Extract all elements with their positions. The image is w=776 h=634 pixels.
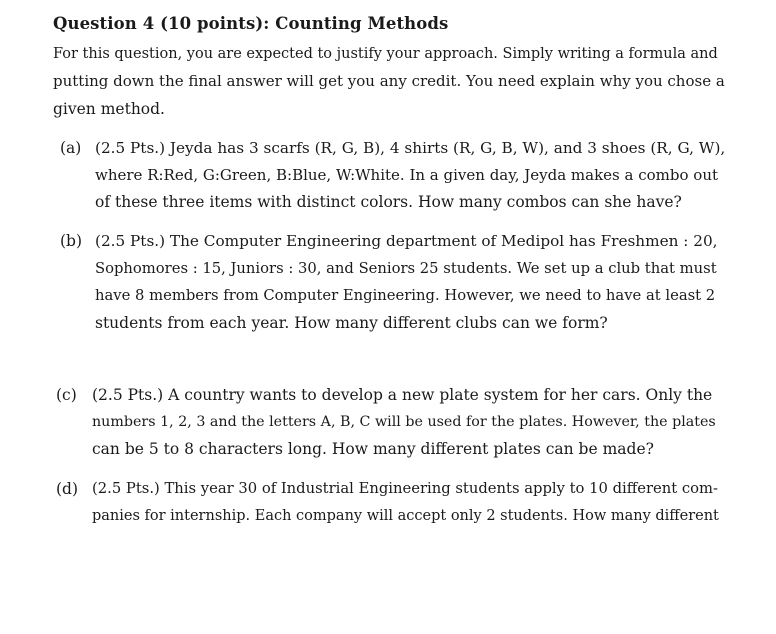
part-b-line-1: (2.5 Pts.) The Computer Engineering department of Medipol has Freshmen : 20, <box>95 232 718 250</box>
part-a-line-2: where R:Red, G:Green, B:Blue, W:White. In a given day, Jeyda makes a combo out <box>95 166 719 184</box>
part-c-line-3: can be 5 to 8 characters long. How many different plates can be made? <box>92 440 654 458</box>
part-a-line-1: (2.5 Pts.) Jeyda has 3 scarfs (R, G, B), 4 shirts (R, G, B, W), and 3 shoes (R, G, W), <box>95 139 726 157</box>
part-b-line-2: Sophomores : 15, Juniors : 30, and Seniors 25 students. We set up a club that must <box>95 260 717 277</box>
part-b-label: (b) <box>60 232 83 250</box>
part-b-line-4: students from each year. How many different clubs can we form? <box>95 314 608 332</box>
intro-line-2: putting down the final answer will get you any credit. You need explain why you chose a <box>53 72 725 90</box>
part-d-line-1: (2.5 Pts.) This year 30 of Industrial Engineering students apply to 10 different com- <box>92 480 718 497</box>
part-c-line-2: numbers 1, 2, 3 and the letters A, B, C will be used for the plates. However, the plates <box>92 414 716 430</box>
part-d-label: (d) <box>56 480 79 498</box>
part-c-line-1: (2.5 Pts.) A country wants to develop a new plate system for her cars. Only the <box>92 386 713 404</box>
part-d-line-2: panies for internship. Each company will accept only 2 students. How many different <box>92 508 719 524</box>
intro-line-3: given method. <box>53 100 165 118</box>
part-b-line-3: have 8 members from Computer Engineering. However, we need to have at least 2 <box>95 287 716 304</box>
part-a-label: (a) <box>60 139 82 157</box>
part-c-label: (c) <box>56 386 77 404</box>
part-a-line-3: of these three items with distinct colors. How many combos can she have? <box>95 193 682 211</box>
question-title: Question 4 (10 points): Counting Methods <box>53 14 449 33</box>
intro-line-1: For this question, you are expected to justify your approach. Simply writing a formula and <box>53 46 718 62</box>
